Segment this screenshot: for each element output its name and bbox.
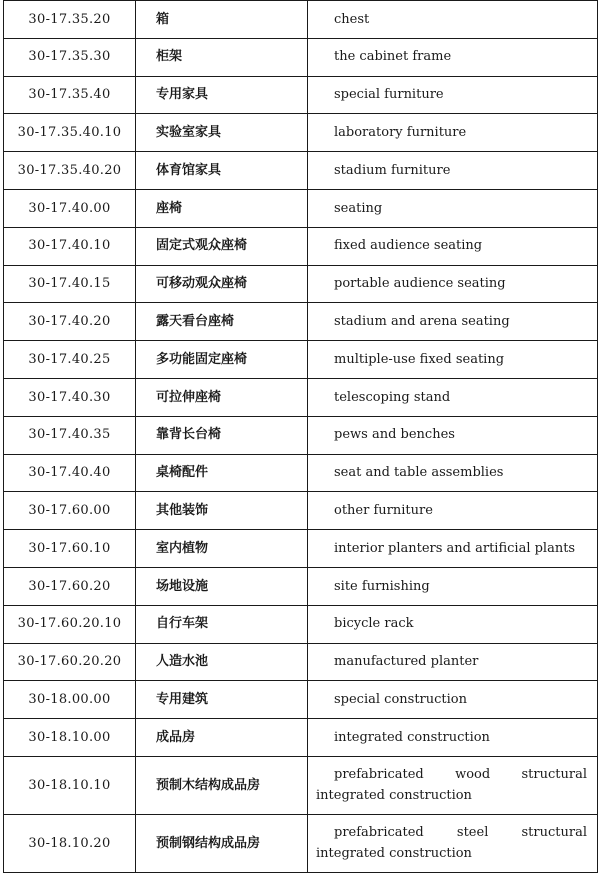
- english-term-cell: multiple-use fixed seating: [308, 341, 598, 379]
- english-term-cell: interior planters and artificial plants: [308, 530, 598, 568]
- table-row: [4, 114, 598, 152]
- chinese-term-cell: 场地设施: [136, 567, 308, 605]
- chinese-term-cell: 成品房: [136, 719, 308, 757]
- table-row: [4, 341, 598, 379]
- code-cell: 30-17.40.35: [4, 416, 136, 454]
- table-row: [4, 1, 598, 39]
- chinese-term-cell: 自行车架: [136, 605, 308, 643]
- english-term-cell: portable audience seating: [308, 265, 598, 303]
- table-row: [4, 681, 598, 719]
- code-cell: 30-17.40.20: [4, 303, 136, 341]
- table-row: [4, 719, 598, 757]
- chinese-term-cell: 实验室家具: [136, 114, 308, 152]
- english-term-cell: pews and benches: [308, 416, 598, 454]
- table-row: [4, 303, 598, 341]
- chinese-term-cell: 桌椅配件: [136, 454, 308, 492]
- code-cell: 30-18.10.20: [4, 814, 136, 872]
- code-cell: 30-17.40.00: [4, 189, 136, 227]
- english-term-cell: fixed audience seating: [308, 227, 598, 265]
- code-cell: 30-18.00.00: [4, 681, 136, 719]
- table-row: [4, 454, 598, 492]
- code-cell: 30-17.35.20: [4, 1, 136, 39]
- english-term-cell: special furniture: [308, 76, 598, 114]
- code-cell: 30-17.40.25: [4, 341, 136, 379]
- english-term-cell: integrated construction: [308, 719, 598, 757]
- code-cell: 30-17.60.20.20: [4, 643, 136, 681]
- chinese-term-cell: 固定式观众座椅: [136, 227, 308, 265]
- code-cell: 30-17.35.40.10: [4, 114, 136, 152]
- code-cell: 30-17.40.40: [4, 454, 136, 492]
- english-term-cell: seating: [308, 189, 598, 227]
- english-term-cell: chest: [308, 1, 598, 39]
- code-cell: 30-17.60.20: [4, 567, 136, 605]
- chinese-term-cell: 预制钢结构成品房: [136, 814, 308, 872]
- english-term-cell: manufactured planter: [308, 643, 598, 681]
- english-term-cell: telescoping stand: [308, 378, 598, 416]
- english-term-cell: other furniture: [308, 492, 598, 530]
- code-cell: 30-18.10.10: [4, 756, 136, 814]
- code-cell: 30-17.60.00: [4, 492, 136, 530]
- table-row: [4, 605, 598, 643]
- code-cell: 30-17.40.15: [4, 265, 136, 303]
- code-cell: 30-18.10.00: [4, 719, 136, 757]
- english-term-cell: seat and table assemblies: [308, 454, 598, 492]
- table-row: [4, 38, 598, 76]
- english-term-cell: the cabinet frame: [308, 38, 598, 76]
- english-term-cell: special construction: [308, 681, 598, 719]
- english-term-cell: stadium furniture: [308, 152, 598, 190]
- table-row: [4, 152, 598, 190]
- chinese-term-cell: 可拉伸座椅: [136, 378, 308, 416]
- chinese-term-cell: 预制木结构成品房: [136, 756, 308, 814]
- chinese-term-cell: 露天看台座椅: [136, 303, 308, 341]
- code-cell: 30-17.60.20.10: [4, 605, 136, 643]
- table-row: [4, 567, 598, 605]
- code-cell: 30-17.35.30: [4, 38, 136, 76]
- chinese-term-cell: 箱: [136, 1, 308, 39]
- code-cell: 30-17.35.40.20: [4, 152, 136, 190]
- table-row: [4, 530, 598, 568]
- code-cell: 30-17.35.40: [4, 76, 136, 114]
- table-row: [4, 189, 598, 227]
- english-term-cell: stadium and arena seating: [308, 303, 598, 341]
- chinese-term-cell: 可移动观众座椅: [136, 265, 308, 303]
- table-row: [4, 756, 598, 814]
- chinese-term-cell: 座椅: [136, 189, 308, 227]
- chinese-term-cell: 人造水池: [136, 643, 308, 681]
- classification-table: [3, 0, 598, 873]
- table-row: [4, 416, 598, 454]
- chinese-term-cell: 其他装饰: [136, 492, 308, 530]
- english-term-cell: [308, 756, 598, 814]
- table-row: [4, 378, 598, 416]
- code-cell: 30-17.40.10: [4, 227, 136, 265]
- code-cell: 30-17.60.10: [4, 530, 136, 568]
- chinese-term-cell: 专用家具: [136, 76, 308, 114]
- table-row: [4, 643, 598, 681]
- english-term-text: prefabricated wood structural integrated construction: [316, 767, 587, 804]
- english-term-text: prefabricated steel structural integrated construction: [316, 825, 587, 862]
- english-term-cell: site furnishing: [308, 567, 598, 605]
- english-term-cell: [308, 814, 598, 872]
- table-row: [4, 492, 598, 530]
- table-row: [4, 265, 598, 303]
- chinese-term-cell: 靠背长台椅: [136, 416, 308, 454]
- chinese-term-cell: 室内植物: [136, 530, 308, 568]
- english-term-cell: bicycle rack: [308, 605, 598, 643]
- english-term-cell: laboratory furniture: [308, 114, 598, 152]
- chinese-term-cell: 柜架: [136, 38, 308, 76]
- table-row: [4, 814, 598, 872]
- table-row: [4, 227, 598, 265]
- chinese-term-cell: 专用建筑: [136, 681, 308, 719]
- code-cell: 30-17.40.30: [4, 378, 136, 416]
- chinese-term-cell: 体育馆家具: [136, 152, 308, 190]
- chinese-term-cell: 多功能固定座椅: [136, 341, 308, 379]
- table-row: [4, 76, 598, 114]
